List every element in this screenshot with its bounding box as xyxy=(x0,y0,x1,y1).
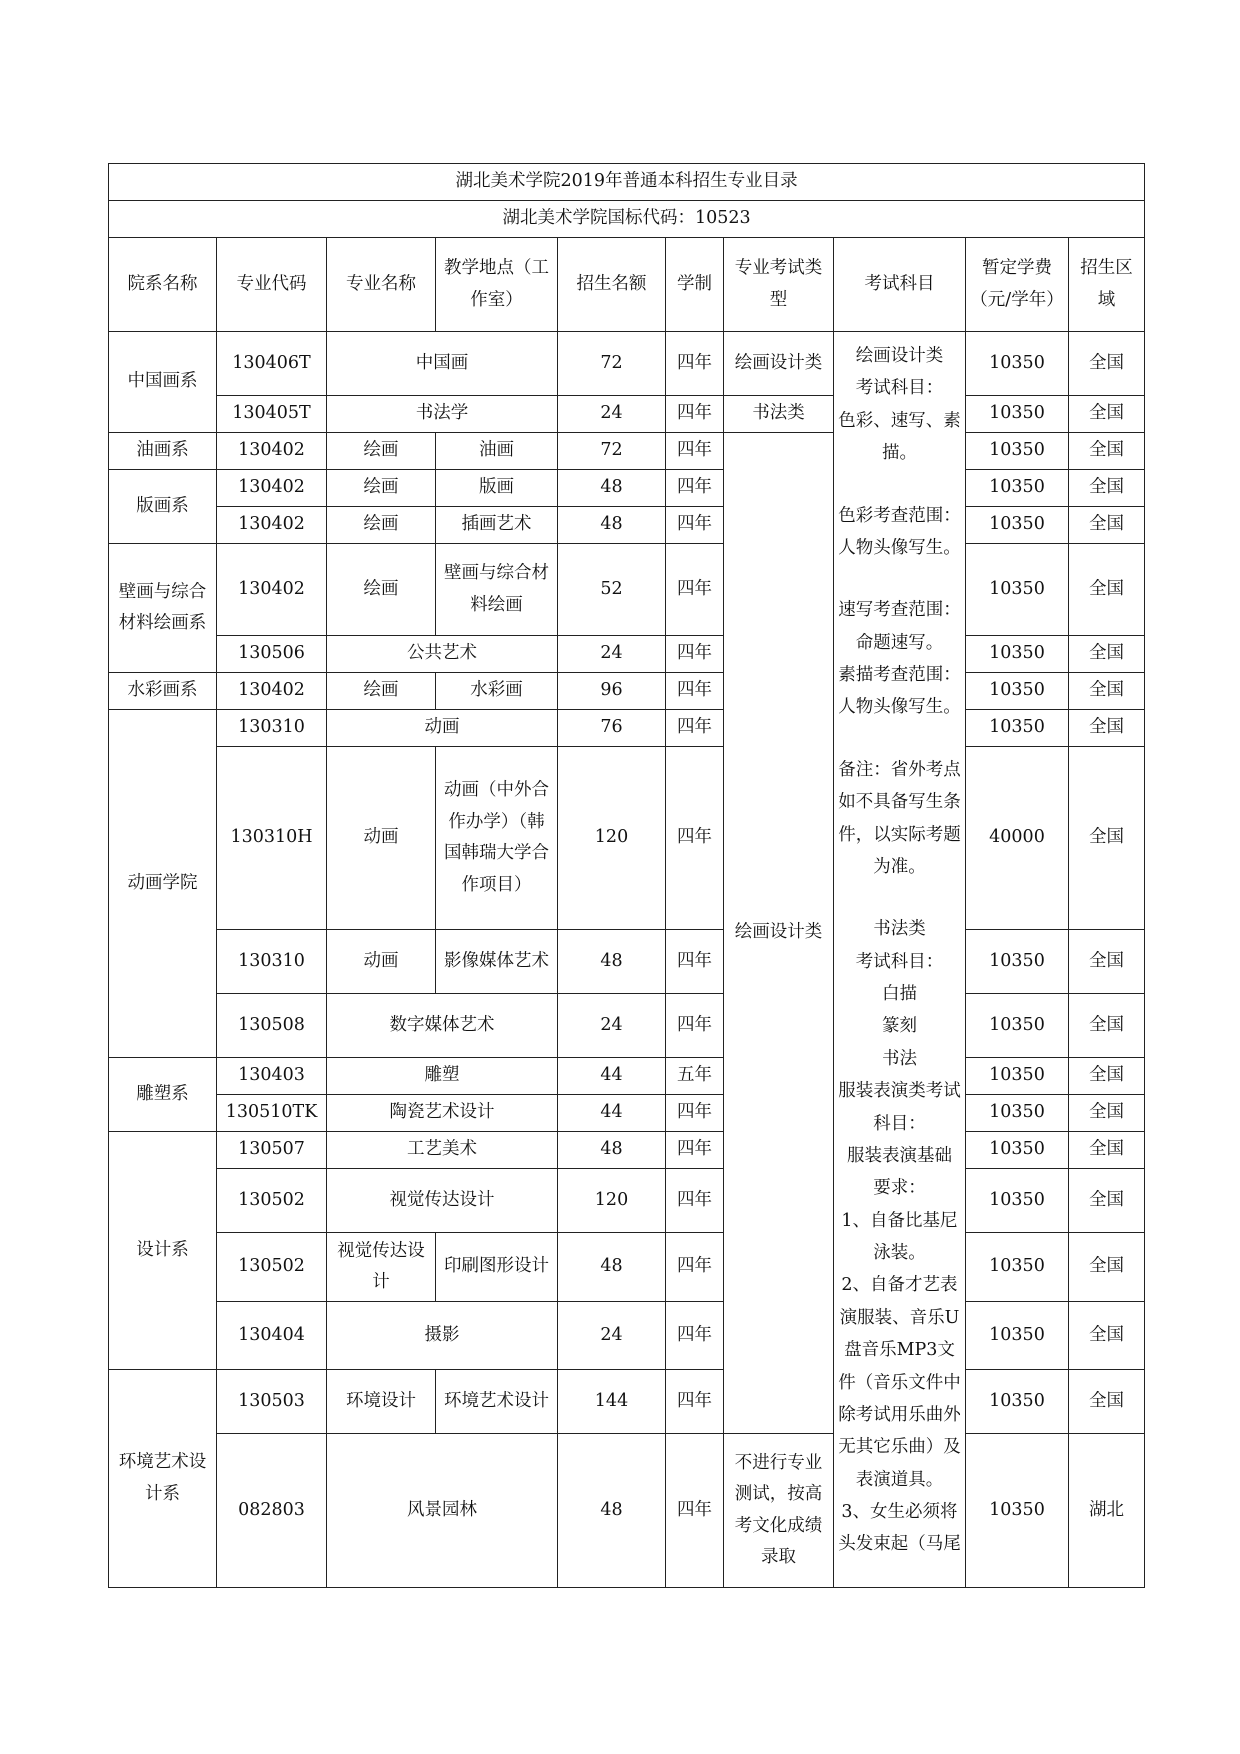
major-name-cell: 书法学 xyxy=(327,396,558,433)
exam-subjects-cell xyxy=(834,332,966,1588)
subjects-line: 1、自备比基尼泳装。 xyxy=(841,1210,958,1263)
fee-cell: 10350 xyxy=(966,710,1069,747)
quota-cell: 44 xyxy=(558,1058,666,1095)
fee-cell: 10350 xyxy=(966,1132,1069,1169)
fee-cell: 10350 xyxy=(966,1058,1069,1095)
quota-cell: 144 xyxy=(558,1370,666,1434)
exam-type-cell: 书法类 xyxy=(724,396,834,433)
dept-cell: 中国画系 xyxy=(109,332,217,433)
subjects-line: 3、女生必须将头发束起（马尾 xyxy=(838,1502,961,1555)
duration-cell: 四年 xyxy=(666,710,724,747)
region-cell: 全国 xyxy=(1069,1169,1145,1233)
region-cell: 全国 xyxy=(1069,636,1145,673)
duration-cell: 四年 xyxy=(666,994,724,1058)
quota-cell: 48 xyxy=(558,1132,666,1169)
region-cell: 全国 xyxy=(1069,1370,1145,1434)
subjects-line: 篆刻 xyxy=(882,1016,917,1037)
quota-cell: 48 xyxy=(558,470,666,507)
region-cell: 全国 xyxy=(1069,673,1145,710)
region-cell: 全国 xyxy=(1069,1058,1145,1095)
location-cell: 印刷图形设计 xyxy=(436,1233,558,1302)
fee-cell: 10350 xyxy=(966,673,1069,710)
duration-cell: 五年 xyxy=(666,1058,724,1095)
subjects-line: 书法类 xyxy=(873,919,926,940)
location-cell: 版画 xyxy=(436,470,558,507)
location-cell: 插画艺术 xyxy=(436,507,558,544)
major-name-cell: 公共艺术 xyxy=(327,636,558,673)
region-cell: 全国 xyxy=(1069,747,1145,930)
quota-cell: 120 xyxy=(558,747,666,930)
header-subjects: 考试科目 xyxy=(834,238,966,332)
major-name-cell: 绘画 xyxy=(327,673,436,710)
major-name-cell: 风景园林 xyxy=(327,1434,558,1588)
major-name-cell: 环境设计 xyxy=(327,1370,436,1434)
region-cell: 全国 xyxy=(1069,930,1145,994)
major-code-cell: 130406T xyxy=(217,332,327,396)
major-code-cell: 130402 xyxy=(217,673,327,710)
fee-cell: 10350 xyxy=(966,636,1069,673)
subjects-line: 速写考查范围：命题速写。 xyxy=(838,600,961,653)
quota-cell: 76 xyxy=(558,710,666,747)
quota-cell: 48 xyxy=(558,507,666,544)
fee-cell: 10350 xyxy=(966,1434,1069,1588)
quota-cell: 24 xyxy=(558,396,666,433)
dept-cell: 动画学院 xyxy=(109,710,217,1058)
quota-cell: 120 xyxy=(558,1169,666,1233)
quota-cell: 48 xyxy=(558,1434,666,1588)
duration-cell: 四年 xyxy=(666,747,724,930)
fee-cell: 10350 xyxy=(966,396,1069,433)
duration-cell: 四年 xyxy=(666,636,724,673)
major-code-cell: 130506 xyxy=(217,636,327,673)
major-code-cell: 130402 xyxy=(217,544,327,636)
header-exam-type: 专业考试类型 xyxy=(724,238,834,332)
region-cell: 全国 xyxy=(1069,332,1145,396)
region-cell: 全国 xyxy=(1069,433,1145,470)
exam-type-cell: 不进行专业测试，按高考文化成绩录取 xyxy=(724,1434,834,1588)
header-fee: 暂定学费（元/学年） xyxy=(966,238,1069,332)
major-code-cell: 130503 xyxy=(217,1370,327,1434)
duration-cell: 四年 xyxy=(666,507,724,544)
major-name-cell: 雕塑 xyxy=(327,1058,558,1095)
admission-catalog-table xyxy=(108,163,1145,1588)
major-code-cell: 130404 xyxy=(217,1302,327,1370)
major-code-cell: 130403 xyxy=(217,1058,327,1095)
dept-cell: 版画系 xyxy=(109,470,217,544)
duration-cell: 四年 xyxy=(666,1169,724,1233)
duration-cell: 四年 xyxy=(666,1132,724,1169)
major-code-cell: 130502 xyxy=(217,1233,327,1302)
header-location: 教学地点（工作室） xyxy=(436,238,558,332)
major-code-cell: 082803 xyxy=(217,1434,327,1588)
major-name-cell: 动画 xyxy=(327,930,436,994)
fee-cell: 10350 xyxy=(966,470,1069,507)
header-quota: 招生名额 xyxy=(558,238,666,332)
major-name-cell: 绘画 xyxy=(327,470,436,507)
region-cell: 全国 xyxy=(1069,994,1145,1058)
major-code-cell: 130310 xyxy=(217,930,327,994)
major-code-cell: 130405T xyxy=(217,396,327,433)
major-name-cell: 绘画 xyxy=(327,433,436,470)
duration-cell: 四年 xyxy=(666,1434,724,1588)
major-name-cell: 视觉传达设计 xyxy=(327,1169,558,1233)
major-code-cell: 130502 xyxy=(217,1169,327,1233)
location-cell: 环境艺术设计 xyxy=(436,1370,558,1434)
major-name-cell: 数字媒体艺术 xyxy=(327,994,558,1058)
subjects-line: 考试科目： xyxy=(855,951,944,972)
subjects-line: 色彩、速写、素描。 xyxy=(838,410,961,464)
dept-cell: 雕塑系 xyxy=(109,1058,217,1132)
location-cell: 动画（中外合作办学）（韩国韩瑞大学合作项目） xyxy=(436,747,558,930)
header-region: 招生区域 xyxy=(1069,238,1145,332)
subjects-line: 书法 xyxy=(882,1048,917,1069)
major-code-cell: 130510TK xyxy=(217,1095,327,1132)
region-cell: 全国 xyxy=(1069,1095,1145,1132)
duration-cell: 四年 xyxy=(666,433,724,470)
duration-cell: 四年 xyxy=(666,1233,724,1302)
duration-cell: 四年 xyxy=(666,1370,724,1434)
region-cell: 湖北 xyxy=(1069,1434,1145,1588)
region-cell: 全国 xyxy=(1069,396,1145,433)
major-code-cell: 130402 xyxy=(217,507,327,544)
fee-cell: 10350 xyxy=(966,433,1069,470)
major-name-cell: 摄影 xyxy=(327,1302,558,1370)
subjects-line: 2、自备才艺表演服装、音乐U盘音乐MP3文件（音乐文件中除考试用乐曲外无其它乐曲）及表演道具。 xyxy=(838,1275,961,1490)
major-name-cell: 绘画 xyxy=(327,544,436,636)
fee-cell: 10350 xyxy=(966,544,1069,636)
subjects-line: 色彩考查范围：人物头像写生。 xyxy=(838,505,961,558)
fee-cell: 10350 xyxy=(966,1233,1069,1302)
dept-cell: 水彩画系 xyxy=(109,673,217,710)
quota-cell: 44 xyxy=(558,1095,666,1132)
fee-cell: 10350 xyxy=(966,994,1069,1058)
major-name-cell: 动画 xyxy=(327,747,436,930)
duration-cell: 四年 xyxy=(666,930,724,994)
quota-cell: 96 xyxy=(558,673,666,710)
region-cell: 全国 xyxy=(1069,470,1145,507)
quota-cell: 52 xyxy=(558,544,666,636)
duration-cell: 四年 xyxy=(666,1095,724,1132)
dept-cell: 油画系 xyxy=(109,433,217,470)
region-cell: 全国 xyxy=(1069,544,1145,636)
header-dept: 院系名称 xyxy=(109,238,217,332)
major-code-cell: 130310 xyxy=(217,710,327,747)
major-name-cell: 动画 xyxy=(327,710,558,747)
exam-type-cell: 绘画设计类 xyxy=(724,433,834,1434)
quota-cell: 24 xyxy=(558,636,666,673)
major-code-cell: 130508 xyxy=(217,994,327,1058)
major-name-cell: 陶瓷艺术设计 xyxy=(327,1095,558,1132)
quota-cell: 48 xyxy=(558,930,666,994)
duration-cell: 四年 xyxy=(666,396,724,433)
location-cell: 壁画与综合材料绘画 xyxy=(436,544,558,636)
fee-cell: 10350 xyxy=(966,1169,1069,1233)
dept-cell: 壁画与综合材料绘画系 xyxy=(109,544,217,673)
major-code-cell: 130402 xyxy=(217,470,327,507)
major-name-cell: 工艺美术 xyxy=(327,1132,558,1169)
dept-cell: 设计系 xyxy=(109,1132,217,1370)
exam-type-cell: 绘画设计类 xyxy=(724,332,834,396)
institution-code: 湖北美术学院国标代码：10523 xyxy=(109,201,1145,238)
subjects-line: 服装表演基础 xyxy=(847,1145,952,1166)
major-code-cell: 130507 xyxy=(217,1132,327,1169)
fee-cell: 10350 xyxy=(966,1370,1069,1434)
subjects-line: 要求： xyxy=(873,1178,926,1199)
major-name-cell: 视觉传达设计 xyxy=(327,1233,436,1302)
location-cell: 影像媒体艺术 xyxy=(436,930,558,994)
duration-cell: 四年 xyxy=(666,1302,724,1370)
major-name-cell: 绘画 xyxy=(327,507,436,544)
major-name-cell: 中国画 xyxy=(327,332,558,396)
quota-cell: 72 xyxy=(558,433,666,470)
subjects-line: 备注：省外考点如不具备写生条件，以实际考题为准。 xyxy=(838,759,961,877)
region-cell: 全国 xyxy=(1069,1132,1145,1169)
quota-cell: 24 xyxy=(558,994,666,1058)
region-cell: 全国 xyxy=(1069,1302,1145,1370)
location-cell: 油画 xyxy=(436,433,558,470)
major-code-cell: 130402 xyxy=(217,433,327,470)
subjects-line: 考试科目： xyxy=(855,378,944,399)
header-major-name: 专业名称 xyxy=(327,238,436,332)
subjects-line: 绘画设计类 xyxy=(855,346,944,366)
fee-cell: 10350 xyxy=(966,930,1069,994)
subjects-line: 服装表演类考试科目： xyxy=(838,1081,961,1134)
region-cell: 全国 xyxy=(1069,1233,1145,1302)
dept-cell: 环境艺术设计系 xyxy=(109,1370,217,1588)
subjects-line: 白描 xyxy=(882,984,917,1004)
fee-cell: 40000 xyxy=(966,747,1069,930)
header-major-code: 专业代码 xyxy=(217,238,327,332)
duration-cell: 四年 xyxy=(666,470,724,507)
quota-cell: 48 xyxy=(558,1233,666,1302)
duration-cell: 四年 xyxy=(666,332,724,396)
major-code-cell: 130310H xyxy=(217,747,327,930)
duration-cell: 四年 xyxy=(666,544,724,636)
fee-cell: 10350 xyxy=(966,507,1069,544)
subjects-line: 素描考查范围：人物头像写生。 xyxy=(838,665,961,718)
header-duration: 学制 xyxy=(666,238,724,332)
quota-cell: 24 xyxy=(558,1302,666,1370)
table-title: 湖北美术学院2019年普通本科招生专业目录 xyxy=(109,164,1145,201)
region-cell: 全国 xyxy=(1069,710,1145,747)
fee-cell: 10350 xyxy=(966,1302,1069,1370)
fee-cell: 10350 xyxy=(966,332,1069,396)
quota-cell: 72 xyxy=(558,332,666,396)
location-cell: 水彩画 xyxy=(436,673,558,710)
duration-cell: 四年 xyxy=(666,673,724,710)
fee-cell: 10350 xyxy=(966,1095,1069,1132)
region-cell: 全国 xyxy=(1069,507,1145,544)
